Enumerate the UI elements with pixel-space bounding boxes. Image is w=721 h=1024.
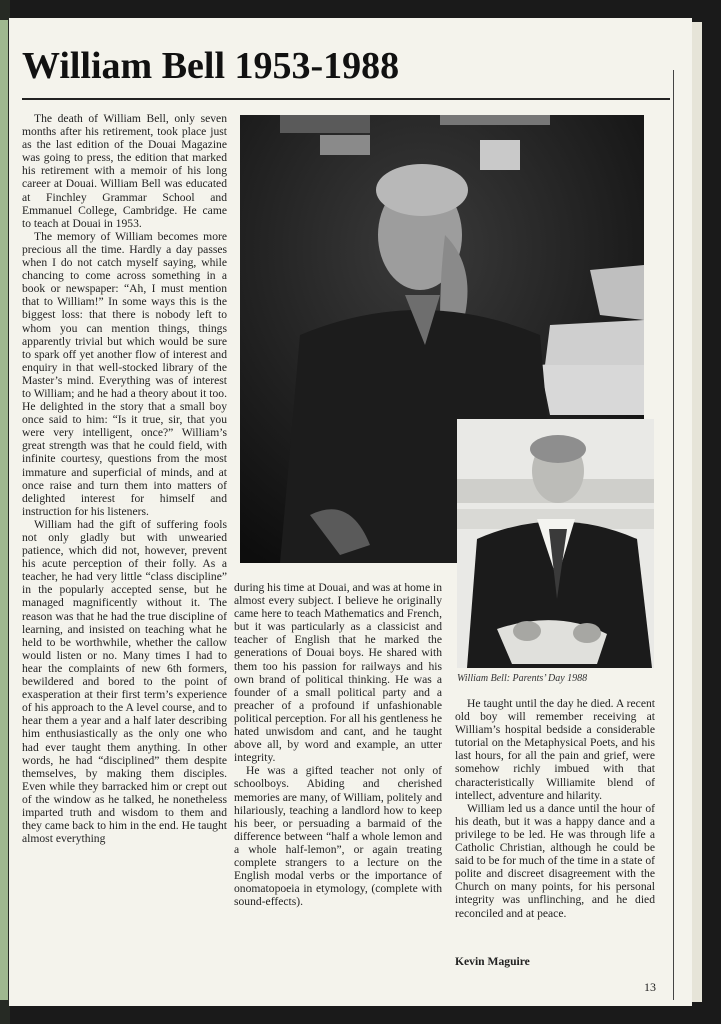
paragraph: The death of William Bell, only seven months after his retirement, took place just as the last edition of the Douai Magazine was going to press, the edition that marked his retirement with a memoir of his long career at Douai. William Bell was educated at Finchley Grammar School and Emmanuel College, Cambridge. He came to teach at Douai in 1953. — [22, 112, 227, 230]
column-rule — [673, 70, 674, 1000]
paragraph: William had the gift of suffering fools not only gladly but with unwearied patience, which did not, however, prevent his acute perception of their folly. As a teacher, he had very little “class discipline” in the popularly accepted sense, but he managed magnificently without it. The reason was that he had the true discipline of learning, and insisted on teaching what he held to be worthwhile, whether the callow would listen or no. Many times I had to hear the complaints of new 6th formers, bewildered and bored to the point of exasperation at their first term’s experience of his approach to the A level course, and to hear them a year and a half later describing him enthusiastically as the only one who had ever taught them anything. In other words, he had “disciplined” them despite themselves, by making them disciples. Even while they barracked him or crept out of the window as he talked, he nonetheless imparted truth and wisdom to them and they came back to him in the end. He taught almost everything — [22, 517, 227, 846]
article-column-2 — [234, 581, 442, 908]
article-column-3 — [455, 697, 655, 920]
parents-day-photo-image — [457, 419, 654, 668]
paragraph: during his time at Douai, and was at home in almost every subject. I believe he originally came here to teach Mathematics and French, but it was particularly as a classicist and teacher of English that he marked the generations of Douai boys. He shared with them too his passion for railways and his own brand of political thinking. He was a founder of a small political party and a preacher of a profound if unfashionable political perception. For all his gentleness he hated unwisdom and cant, and he taught above all, by word and example, an utter integrity. — [234, 581, 443, 765]
paragraph: William led us a dance until the hour of his death, but it was a happy dance and a privilege to be led. He was through life a Catholic Christian, although he could be said to be for much of the time in a state of polite and discreet disagreement with the Church on many points, for his personal integrity was unflinching, and he died reconciled and at peace. — [455, 801, 655, 920]
article-column-1 — [22, 112, 227, 845]
page-number: 13 — [644, 980, 656, 994]
title-rule — [22, 98, 670, 100]
magazine-page — [9, 18, 692, 1006]
paragraph: The memory of William becomes more precious all the time. Hardly a day passes when I do not catch myself saying, while chancing to come across something in a book or newspaper: “Ah, I must mention that to William!” In some ways this is the biggest loss: that there is nobody left to whom you can mention things, things apparently trivial but which would be sure to spark off yet another flow of interest and enquiry in that well-stocked library of the Master’s mind. Everything was of interest to William; and he had a theory about it too. He delighted in the story that a small boy once said to him: “Is it true, sir, that you were very intelligent, once?” William’s great strength was that he could field, with infinite courtesy, questions from the most immature and superficial of minds, and at once raise and turn them into matters of delighted interest for himself and instruction for his listeners. — [22, 229, 227, 518]
facing-page-edge — [0, 20, 8, 1000]
paragraph: He was a gifted teacher not only of schoolboys. Abiding and cherished memories are many, of William, politely and hilariously, teaching a landlord how to keep his beer, or persuading a barmaid of the difference between “half a whole lemon and a whole half-lemon”, or again treating complete strangers to a lecture on the English modal verbs or the importance of onomatopoeia in etymology, (complete with sound-effects). — [234, 764, 442, 909]
parents-day-photo — [457, 419, 654, 668]
author-byline: Kevin Maguire — [455, 955, 530, 968]
photo-caption: William Bell: Parents’ Day 1988 — [457, 673, 588, 684]
paragraph: He taught until the day he died. A recent old boy will remember receiving at William’s hospital bedside a considerable tutorial on the Metaphysical Poets, and his last hours, for all the pain and grief, were somehow richly imbued with that characteristically Williamite blend of intellect, adventure and hilarity. — [455, 697, 655, 802]
article-title: William Bell 1953-1988 — [22, 45, 400, 87]
